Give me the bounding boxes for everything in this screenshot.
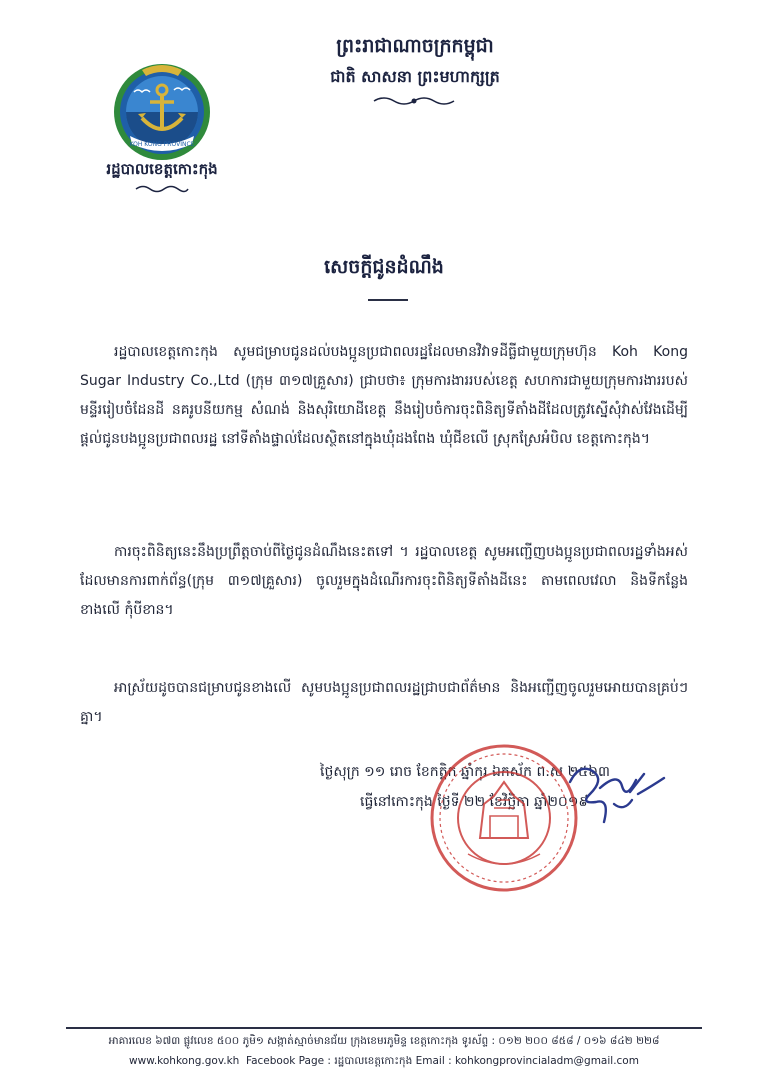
body-paragraph-1: រដ្ឋបាលខេត្តកោះកុង សូមជម្រាបជូនដល់បងប្អូនប្រជាពលរដ្ឋដែលមានវិវាទដីធ្លីជាមួយក្រុមហ៊ុន Koh Kong Sugar Industry Co.,Ltd (ក្រុម ៣១៧គ្រួសារ) ជ្រាបថា៖ ក្រុមការងាររបស់ខេត្ត សហការជាមួយក្រុមការងាររបស់មន្ទីររៀបចំដែនដី នគរូបនីយកម្ម សំណង់ និងសុរិយោដីខេត្ត នឹងរៀបចំការចុះពិនិត្យទីតាំងដីដែលត្រូវស្នើសុំវាស់វែងដើម្បីផ្តល់ជូនបងប្អូនប្រជាពលរដ្ឋ នៅទីតាំងផ្ទាល់ដែលស្ថិតនៅក្នុងឃុំដងពែង ឃុំជីខលើ ស្រុកស្រែអំបិល ខេត្តកោះកុង។ [80, 344, 688, 447]
footer-divider [66, 1027, 702, 1029]
official-seal-stamp-icon [428, 742, 580, 894]
national-motto: ជាតិ សាសនា ព្រះមហាក្សត្រ [330, 67, 500, 86]
body-paragraph-3: អាស្រ័យដូចបានជម្រាបជូនខាងលើ សូមបងប្អូនប្រជាពលរដ្ឋជ្រាបជាព័ត៌មាន និងអញ្ជើញចូលរួមអោយបានគ្រប់ៗគ្នា។ [80, 680, 688, 725]
emblem-banner-text: KOH KONG PROVINCE [129, 141, 195, 148]
facebook-page-link[interactable]: រដ្ឋបាលខេត្តកោះកុង [334, 1055, 413, 1067]
email-label: Email : [415, 1055, 452, 1067]
email-link[interactable]: kohkongprovincialadm@gmail.com [454, 1055, 639, 1067]
title-underline [368, 299, 408, 301]
footer-address: អាគារលេខ ៦៧៣ ផ្លូវលេខ ៥០០ ភូមិ១ សង្កាត់ស្មាច់មានជ័យ ក្រុងខេមរភូមិន្ទ ខេត្តកោះកុង ទូរស័ព្ទ : ០១២ ២០០ ៨៥៨ / ០១៦ ៨៤២ ២២៨ [108, 1035, 660, 1047]
document-title: សេចក្តីជូនដំណឹង [324, 256, 444, 278]
signature-icon [560, 752, 670, 832]
organization-ornament-icon [134, 183, 190, 195]
place-date-line: ធ្វើនៅកោះកុង ថ្ងៃទី ២២ ខែវិច្ឆិកា ឆ្នាំ២០១៩ [360, 794, 589, 810]
website-link[interactable]: www.kohkong.gov.kh [129, 1055, 240, 1067]
facebook-label: Facebook Page : [246, 1055, 331, 1067]
body-paragraph-2: ការចុះពិនិត្យនេះនឹងប្រព្រឹត្តចាប់ពីថ្ងៃជូនដំណឹងនេះតទៅ ។ រដ្ឋបាលខេត្ត សូមអញ្ជើញបងប្អូនប្រជាពលរដ្ឋទាំងអស់ដែលមានការពាក់ព័ន្ធ(ក្រុម ៣១៧គ្រួសារ) ចូលរួមក្នុងដំណើរការចុះពិនិត្យទីតាំងដីនេះ តាមពេលវេលា និងទីកន្លែង ខាងលើ កុំបីខាន។ [80, 544, 688, 618]
header-ornament-icon [372, 94, 456, 108]
kingdom-heading: ព្រះរាជាណាចក្រកម្ពុជា [336, 35, 494, 57]
lunar-date-line: ថ្ងៃសុក្រ ១១ រោច ខែកត្តិក ឆ្នាំកុរ ឯកស័ក ព.ស ២៥៦៣ [320, 764, 610, 780]
provincial-emblem-icon [112, 62, 212, 162]
footer-contacts [66, 1055, 702, 1070]
organization-name: រដ្ឋបាលខេត្តកោះកុង [106, 160, 218, 178]
